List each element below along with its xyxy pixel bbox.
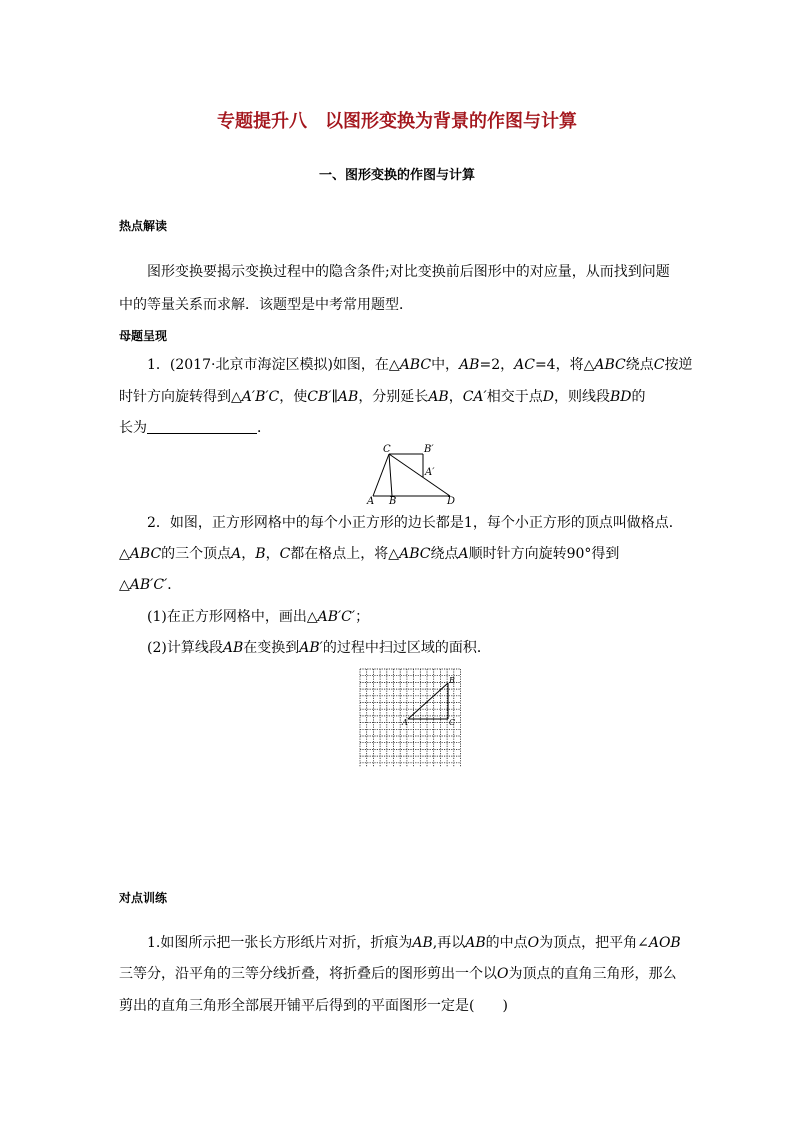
q2-part-2: (2)计算线段AB在变换到AB′的过程中扫过区域的面积．: [147, 640, 491, 656]
fig2-label-c: C: [449, 718, 456, 727]
t1-line-2: 三等分，沿平角的三等分线折叠，将折叠后的图形剪出一个以O为顶点的直角三角形，那么: [119, 966, 677, 982]
figure-2-grid: [358, 667, 468, 767]
heading-targeted-training: 对点训练: [119, 891, 168, 905]
fig2-label-b: B: [449, 676, 455, 685]
t1-line-3: 剪出的直角三角形全部展开铺平后得到的平面图形一定是( ): [119, 998, 508, 1014]
q1-line-1: 1．(2017·北京市海淀区模拟)如图，在△ABC中，AB=2，AC=4，将△ABC绕点C按逆: [147, 357, 693, 373]
fig1-label-b1: B′: [424, 444, 434, 455]
q1-line-3: 长为 ．: [119, 420, 271, 436]
q2-line-1: 2．如图，正方形网格中的每个小正方形的边长都是1，每个小正方形的顶点叫做格点．: [147, 515, 683, 531]
hot-text-line-2: 中的等量关系而求解．该题型是中考常用题型．: [119, 297, 413, 313]
section-subtitle: 一、图形变换的作图与计算: [318, 168, 475, 183]
q2-line-3: △AB′C′．: [119, 577, 182, 593]
fig1-label-a1: A′: [425, 467, 435, 478]
hot-text-line-1: 图形变换要揭示变换过程中的隐含条件;对比变换前后图形中的对应量，从而找到问题: [147, 264, 670, 280]
answer-blank: [147, 421, 257, 434]
fig1-segment-cd: [389, 454, 450, 496]
heading-hot-points: 热点解读: [119, 219, 168, 233]
fig2-label-a: A: [402, 718, 408, 727]
fig1-label-c: C: [383, 444, 391, 455]
q1-line-2: 时针方向旋转得到△A′B′C，使CB′∥AB，分别延长AB，CA′相交于点D，则线段BD的: [119, 389, 646, 405]
q2-line-2: △ABC的三个顶点A，B，C都在格点上，将△ABC绕点A顺时针方向旋转90°得到: [119, 546, 620, 562]
fig1-label-a: A: [367, 496, 375, 507]
heading-mother-problem: 母题呈现: [119, 329, 168, 343]
fig1-segment-cb: [389, 454, 392, 496]
fig1-label-d: D: [447, 496, 456, 507]
t1-line-1: 1.如图所示把一张长方形纸片对折，折痕为AB,再以AB的中点O为顶点，把平角∠AOB: [147, 935, 681, 951]
fig1-segment-ca: [373, 454, 389, 496]
figure-1-rotation: [364, 442, 464, 507]
q2-part-1: (1)在正方形网格中，画出△AB′C′；: [147, 609, 370, 625]
fig2-segment-ab: [408, 683, 448, 719]
fig1-label-b: B: [389, 496, 397, 507]
page-title: 专题提升八 以图形变换为背景的作图与计算: [217, 111, 577, 132]
